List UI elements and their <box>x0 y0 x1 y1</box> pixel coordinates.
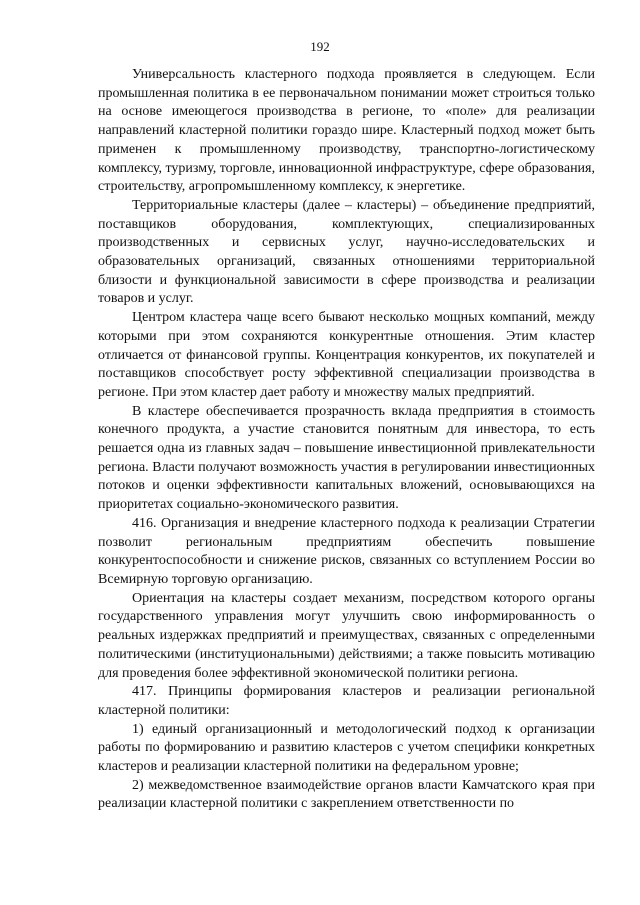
paragraph-cluster-orientation: Ориентация на кластеры создает механизм, посредством которого органы государственного управления могут улучшить свою информированность о реальных издержках предприятий и преимуществах, связанных с определенными политическими (институциональными) действиями; а также повысить мотивацию для проведения более эффективной экономической политики региона. <box>98 590 595 681</box>
paragraph-cluster-center: Центром кластера чаще всего бывают несколько мощных компаний, между которыми при этом сохраняются конкурентные отношения. Этим кластер отличается от финансовой группы. Концентрация конкурентов, их покупателей и поставщиков способствует росту эффективной специализации производства в регионе. При этом кластер дает работу и множеству малых предприятий. <box>98 310 595 400</box>
page-number: 192 <box>310 39 330 54</box>
paragraph-item-416: 416. Организация и внедрение кластерного подхода к реализации Стратегии позволит региональным предприятиям обеспечить повышение конкурентоспособности и снижение рисков, связанных со вступлением России во Всемирную торговую организацию. <box>98 515 595 587</box>
principle-2: 2) межведомственное взаимодействие органов власти Камчатского края при реализации кластерной политики с закреплением ответственности по <box>98 777 595 812</box>
paragraph-territorial-clusters-definition: Территориальные кластеры (далее – кластеры) – объединение предприятий, поставщиков оборудования, комплектующих, специализированных производственных и сервисных услуг, научно-исследовательских и образовательных организаций, связанных отношениями территориальной близости и функциональной зависимости в сфере производства и реализации товаров и услуг. <box>98 197 595 307</box>
body-text <box>98 66 595 814</box>
paragraph-item-417: 417. Принципы формирования кластеров и реализации региональной кластерной политики: <box>98 684 595 718</box>
paragraph-cluster-transparency: В кластере обеспечивается прозрачность вклада предприятия в стоимость конечного продукта, а участие становится понятным для инвестора, то есть решается одна из главных задач – повышение инвестиционной привлекательности региона. Власти получают возможность участия в регулировании инвестиционных потоков и оценки эффективности капитальных вложений, основывающихся на приоритетах социально-экономического развития. <box>98 403 595 513</box>
principle-1: 1) единый организационный и методологический подход к организации работы по формированию и развитию кластеров с учетом специфики конкретных кластеров и реализации кластерной политики на федеральном уровне; <box>98 721 595 775</box>
paragraph-cluster-universality: Универсальность кластерного подхода проявляется в следующем. Если промышленная политика в ее первоначальном понимании может строиться только на основе имеющегося производства в регионе, то «поле» для реализации направлений кластерной политики гораздо шире. Кластерный подход может быть применен к промышленному производству, транспортно-логистическому комплексу, туризму, торговле, инновационной инфраструктуре, сфере образования, строительству, агропромышленному комплексу, к энергетике. <box>98 67 595 195</box>
